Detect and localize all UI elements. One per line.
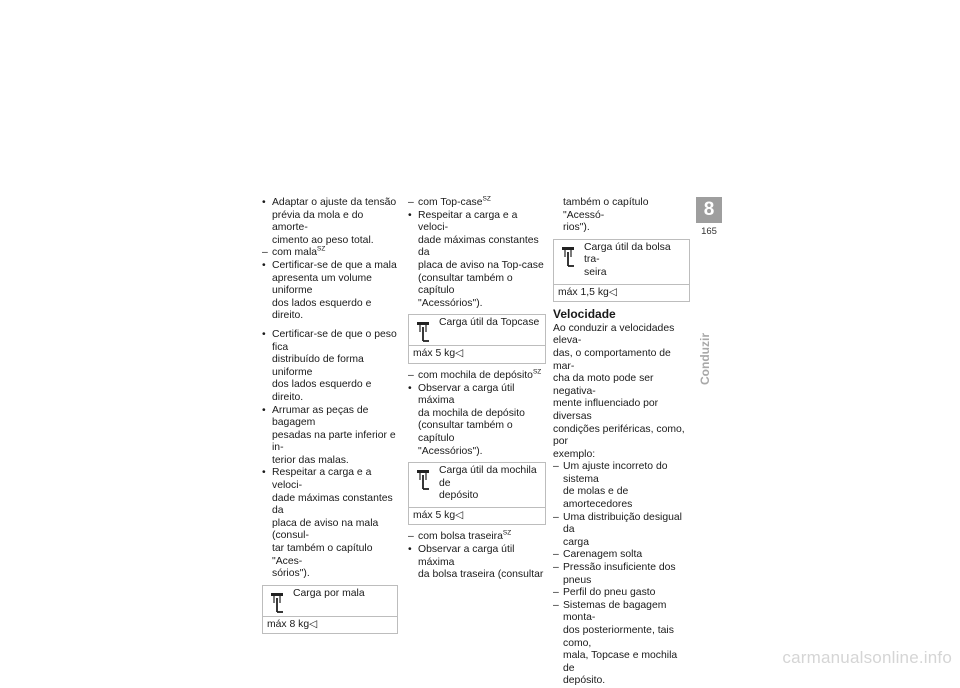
dash-item: – Perfil do pneu gasto bbox=[553, 587, 656, 599]
dash-item: – com mochila de depósito$^{SZ}$ bbox=[408, 368, 542, 381]
sz-superscript: SZ bbox=[532, 368, 542, 376]
dash-item: – Sistemas de bagagem monta- dos posteriormente, tais como, mala, Topcase e mochila de depósito. bbox=[553, 599, 678, 687]
bullet-item: • Observar a carga útil máxima da bolsa traseira (consultar bbox=[408, 544, 544, 581]
continued-text: também o capítulo "Acessó- rios"). bbox=[563, 197, 649, 234]
bullet-item: • Certificar-se de que a mala apresenta um volume uniforme dos lados esquerdo e direito. bbox=[262, 259, 397, 322]
sz-superscript: SZ bbox=[317, 245, 326, 253]
load-spec-box: Carga por mala máx 8 kg◁ bbox=[262, 585, 398, 635]
watermark: carmanualsonline.info bbox=[782, 648, 952, 667]
chapter-title: Conduzir bbox=[698, 333, 712, 385]
dash-item: – com Top-case$^{SZ}$ bbox=[408, 195, 491, 208]
bullet-item: • Certificar-se de que o peso fica distribuído de forma uniforme dos lados esquerdo e direito. bbox=[262, 328, 397, 403]
weight-load-icon bbox=[416, 469, 430, 491]
section-heading: Velocidade bbox=[553, 307, 616, 322]
bullet-item: • Respeitar a carga e a veloci- dade máximas constantes da placa de aviso na Top-case (consultar também o capítulo "Acessórios"). bbox=[408, 209, 544, 309]
dash-item: – com bolsa traseira$^{SZ}$ bbox=[408, 530, 512, 543]
bullet-item: • Arrumar as peças de bagagem pesadas na parte inferior e in- terior das malas. bbox=[262, 404, 396, 466]
dash-item: – Carenagem solta bbox=[553, 549, 643, 561]
weight-load-icon bbox=[561, 246, 575, 268]
sz-superscript: SZ bbox=[482, 195, 491, 203]
load-spec-box: Carga útil da Topcase máx 5 kg◁ bbox=[408, 314, 546, 364]
text-column-3 bbox=[553, 197, 690, 688]
text-column-2 bbox=[408, 197, 546, 582]
dash-item: – com mala$^{SZ}$ bbox=[262, 245, 326, 259]
dash-item: – Uma distribuição desigual da carga bbox=[553, 511, 682, 548]
dash-item: – Pressão insuficiente dos pneus bbox=[553, 562, 676, 586]
text-column-1 bbox=[262, 197, 398, 640]
weight-load-icon bbox=[270, 592, 284, 614]
bullet-item: • Observar a carga útil máxima da mochila de depósito (consultar também o capítulo "Acessórios"). bbox=[408, 382, 525, 457]
sz-superscript: SZ bbox=[502, 530, 512, 537]
paragraph: Ao conduzir a velocidades eleva- das, o comportamento de mar- cha da moto pode ser negativa- mente influenciado por diversas condições periféricas, como, por exemplo: bbox=[553, 322, 685, 460]
dash-item: – Um ajuste incorreto do sistema de molas e de amortecedores bbox=[553, 461, 668, 511]
bullet-item: • Adaptar o ajuste da tensão prévia da mola e do amorte- cimento ao peso total. bbox=[262, 197, 397, 246]
page-number: 165 bbox=[701, 226, 717, 237]
weight-load-icon bbox=[416, 321, 430, 343]
load-spec-box: Carga útil da bolsa tra- seira máx 1,5 kg◁ bbox=[553, 239, 690, 302]
chapter-number-badge: 8 bbox=[696, 197, 722, 223]
bullet-item: • Respeitar a carga e a veloci- dade máximas constantes da placa de aviso na mala (consul- tar também o capítulo "Aces- sórios"). bbox=[262, 467, 393, 580]
load-spec-box: Carga útil da mochila de depósito máx 5 kg◁ bbox=[408, 462, 546, 525]
